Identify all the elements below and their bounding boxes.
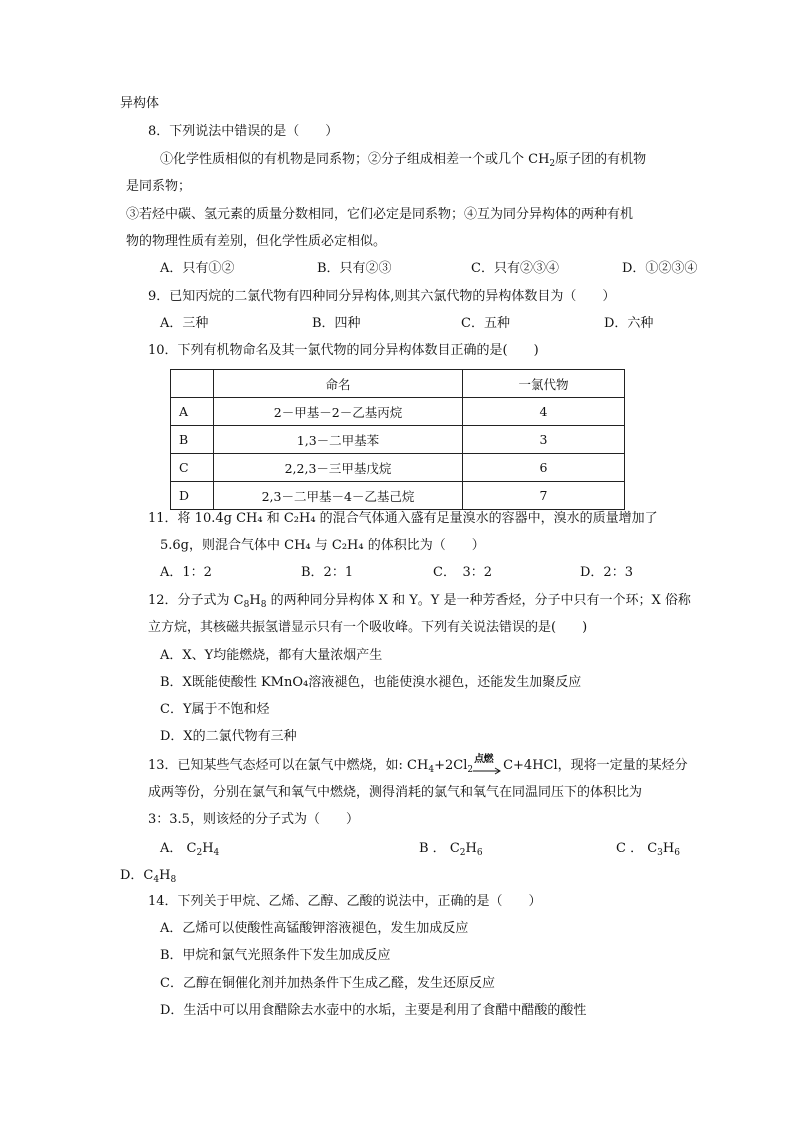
q8-statement-line-1: ①化学性质相似的有机物是同系物；②分子组成相差一个或几个 $CH_2$原子团的有机物	[160, 152, 647, 169]
q11-stem-line-1: 11．将 10.4g CH₄ 和 C₂H₄ 的混合气体通入盛有足量溴水的容器中，溴水的质量增加了	[148, 511, 658, 526]
q9-option-b: B．四种	[312, 316, 361, 331]
q12-stem-line-1: 12．分子式为 $C_8H_8$ 的两种同分异构体 X 和 Y。Y 是一种芳香烃，分子中只有一个环；X 俗称	[148, 593, 691, 610]
reaction-condition-label: 点燃	[474, 753, 494, 765]
q8-options	[0, 260, 794, 278]
q13-stem-line-2: 成两等份，分别在氯气和氧气中燃烧，测得消耗的氯气和氧气在同温同压下的体积比为	[148, 785, 643, 800]
q12-option-b: B．X既能使酸性 KMnO₄溶液褪色，也能使溴水褪色，还能发生加聚反应	[160, 675, 582, 690]
row-count: 7	[463, 482, 625, 510]
q9-option-c: C．五种	[461, 316, 510, 331]
q8-option-b: B．只有②③	[317, 261, 392, 276]
table-header-cell: 一氯代物	[463, 370, 625, 398]
q13-option-b: B ． $C_2H_6$	[419, 841, 483, 858]
q11-options	[0, 564, 794, 582]
q14-stem: 14．下列关于甲烷、乙烯、乙醇、乙酸的说法中，正确的是（ ）	[148, 894, 542, 909]
q10-stem: 10．下列有机物命名及其一氯代物的同分异构体数目正确的是( )	[148, 343, 539, 358]
table-row	[171, 426, 625, 454]
q10-table	[170, 369, 625, 510]
q8-statement-line-4: 物的物理性质有差别，但化学性质必定相似。	[126, 234, 387, 249]
q12-option-a: A．X、Y均能燃烧，都有大量浓烟产生	[160, 648, 383, 663]
row-name: 2－甲基－2－乙基丙烷	[214, 398, 463, 426]
row-count: 3	[463, 426, 625, 454]
table-row	[171, 398, 625, 426]
q9-options	[0, 315, 794, 333]
q13-option-a: A． $C_2H_4$	[160, 841, 220, 858]
row-count: 4	[463, 398, 625, 426]
q11-option-c: C． 3：2	[433, 565, 492, 580]
row-name: 2,2,3－三甲基戊烷	[214, 454, 463, 482]
q8-stem: 8．下列说法中错误的是（ ）	[148, 124, 339, 139]
q9-option-a: A．三种	[160, 316, 209, 331]
q14-option-d: D．生活中可以用食醋除去水壶中的水垢，主要是利用了食醋中醋酸的酸性	[160, 1003, 587, 1018]
q13-option-c: C ． $C_3H_6$	[616, 841, 680, 858]
right-arrow-icon	[473, 761, 503, 775]
q8-option-a: A．只有①②	[160, 261, 235, 276]
q14-option-a: A．乙烯可以使酸性高锰酸钾溶液褪色，发生加成反应	[160, 921, 469, 936]
row-letter: D	[171, 482, 214, 510]
q11-stem-line-2: 5.6g，则混合气体中 CH₄ 与 C₂H₄ 的体积比为（ ）	[160, 538, 485, 553]
q9-stem: 9．已知丙烷的二氯代物有四种同分异构体,则其六氯代物的异构体数目为（ ）	[148, 289, 616, 304]
table-header-cell	[171, 370, 214, 398]
q11-option-b: B．2：1	[301, 565, 354, 580]
q8-option-d: D．①②③④	[622, 261, 698, 276]
q14-option-c: C．乙醇在铜催化剂并加热条件下生成乙醛，发生还原反应	[160, 976, 495, 991]
row-count: 6	[463, 454, 625, 482]
q12-option-d: D．X的二氯代物有三种	[160, 729, 297, 744]
q13-stem-line-3: 3：3.5，则该烃的分子式为（ ）	[148, 812, 359, 827]
q9-option-d: D．六种	[604, 316, 654, 331]
table-row	[171, 482, 625, 510]
previous-question-tail: 异构体	[120, 96, 160, 111]
q13-option-d: D．$C_4H_8$	[120, 868, 177, 885]
q13-options	[0, 840, 794, 858]
row-name: 2,3－二甲基－4－乙基己烷	[214, 482, 463, 510]
reaction-arrow	[473, 753, 503, 773]
q8-statement-line-2: 是同系物；	[126, 179, 192, 194]
row-letter: B	[171, 426, 214, 454]
table-header-row	[171, 370, 625, 398]
row-name: 1,3－二甲基苯	[214, 426, 463, 454]
table-header-cell: 命名	[214, 370, 463, 398]
q8-statement-line-3: ③若烃中碳、氢元素的质量分数相同，它们必定是同系物；④互为同分异构体的两种有机	[126, 207, 634, 222]
q11-option-d: D．2：3	[580, 565, 633, 580]
row-letter: A	[171, 398, 214, 426]
table-row	[171, 454, 625, 482]
q12-option-c: C．Y属于不饱和烃	[160, 702, 270, 717]
q13-stem-line-1: 13．已知某些气态烃可以在氯气中燃烧，如: $CH_4+2Cl_2$ 点燃 C+4HCl，现将一定量的某烃分	[148, 757, 688, 779]
q14-option-b: B．甲烷和氯气光照条件下发生加成反应	[160, 948, 391, 963]
q11-option-a: A．1：2	[160, 565, 212, 580]
q8-option-c: C．只有②③④	[471, 261, 559, 276]
row-letter: C	[171, 454, 214, 482]
q12-stem-line-2: 立方烷，其核磁共振氢谱显示只有一个吸收峰。下列有关说法错误的是( )	[148, 620, 588, 635]
